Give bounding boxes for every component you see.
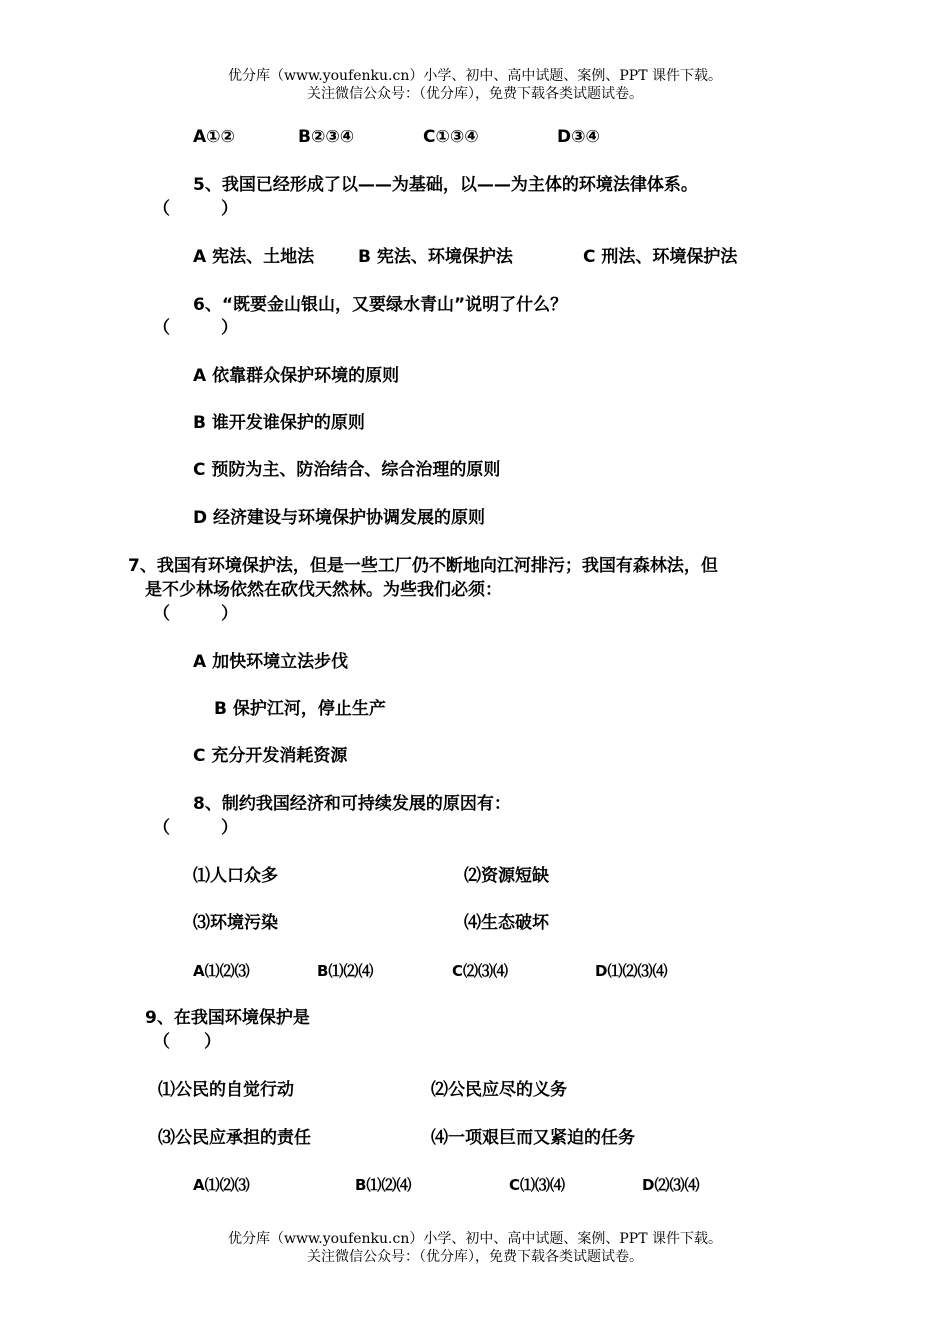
q8-option-d: D⑴⑵⑶⑷ xyxy=(595,962,668,980)
q8-option-a: A⑴⑵⑶ xyxy=(193,962,250,980)
q6-option-c: C 预防为主、防治结合、综合治理的原则 xyxy=(193,460,501,480)
q6-option-b: B 谁开发谁保护的原则 xyxy=(193,413,365,433)
q4-option-a: A①② xyxy=(193,127,235,147)
page-header xyxy=(0,67,950,103)
page-footer xyxy=(0,1230,950,1266)
q4-option-b: B②③④ xyxy=(298,127,355,147)
q8-stem: 8、制约我国经济和可持续发展的原因有： xyxy=(193,794,511,814)
q9-option-c: C⑴⑶⑷ xyxy=(509,1176,566,1194)
q7-option-c: C 充分开发消耗资源 xyxy=(193,746,348,766)
q9-option-a: A⑴⑵⑶ xyxy=(193,1176,250,1194)
q8-item-2: ⑵资源短缺 xyxy=(464,866,549,886)
footer-line-2: 关注微信公众号：（优分库），免费下载各类试题试卷。 xyxy=(307,1249,643,1265)
q9-option-b: B⑴⑵⑷ xyxy=(355,1176,412,1194)
q7-option-b: B 保护江河，停止生产 xyxy=(214,699,386,719)
q8-item-1: ⑴人口众多 xyxy=(193,866,278,886)
q4-option-d: D③④ xyxy=(557,127,600,147)
q9-answer-bracket: （ ） xyxy=(153,1032,221,1052)
q6-answer-bracket: （ ） xyxy=(153,318,238,338)
q6-stem: 6、“既要金山银山，又要绿水青山”说明了什么？ xyxy=(193,295,568,315)
q8-answer-bracket: （ ） xyxy=(153,818,238,838)
header-line-1: 优分库（www.youfenku.cn）小学、初中、高中试题、案例、PPT 课件下载。 xyxy=(227,68,722,84)
q9-stem: 9、在我国环境保护是 xyxy=(145,1008,310,1028)
q7-option-a: A 加快环境立法步伐 xyxy=(193,652,349,672)
q5-option-c: C 刑法、环境保护法 xyxy=(583,247,738,267)
q9-item-3: ⑶公民应承担的责任 xyxy=(158,1128,311,1148)
q7-stem-line-2: 是不少林场依然在砍伐天然林。为些我们必须： xyxy=(145,580,502,600)
q9-item-4: ⑷一项艰巨而又紧迫的任务 xyxy=(431,1128,635,1148)
q5-stem: 5、我国已经形成了以——为基础，以——为主体的环境法律体系。 xyxy=(193,175,698,195)
q8-option-c: C⑵⑶⑷ xyxy=(452,962,509,980)
q8-item-4: ⑷生态破坏 xyxy=(464,913,549,933)
q9-item-1: ⑴公民的自觉行动 xyxy=(158,1080,294,1100)
header-line-2: 关注微信公众号：（优分库），免费下载各类试题试卷。 xyxy=(307,86,643,102)
q5-option-b: B 宪法、环境保护法 xyxy=(358,247,513,267)
q9-option-d: D⑵⑶⑷ xyxy=(642,1176,700,1194)
q6-option-a: A 依靠群众保护环境的原则 xyxy=(193,366,400,386)
q8-item-3: ⑶环境污染 xyxy=(193,913,278,933)
q5-answer-bracket: （ ） xyxy=(153,199,238,219)
q5-option-a: A 宪法、土地法 xyxy=(193,247,315,267)
q4-option-c: C①③④ xyxy=(423,127,479,147)
footer-line-1: 优分库（www.youfenku.cn）小学、初中、高中试题、案例、PPT 课件下载。 xyxy=(227,1231,722,1247)
q6-option-d: D 经济建设与环境保护协调发展的原则 xyxy=(193,508,486,528)
q9-item-2: ⑵公民应尽的义务 xyxy=(431,1080,567,1100)
q7-answer-bracket: （ ） xyxy=(153,604,238,624)
q7-stem-line-1: 7、我国有环境保护法，但是一些工厂仍不断地向江河排污；我国有森林法，但 xyxy=(128,556,718,576)
q8-option-b: B⑴⑵⑷ xyxy=(317,962,374,980)
